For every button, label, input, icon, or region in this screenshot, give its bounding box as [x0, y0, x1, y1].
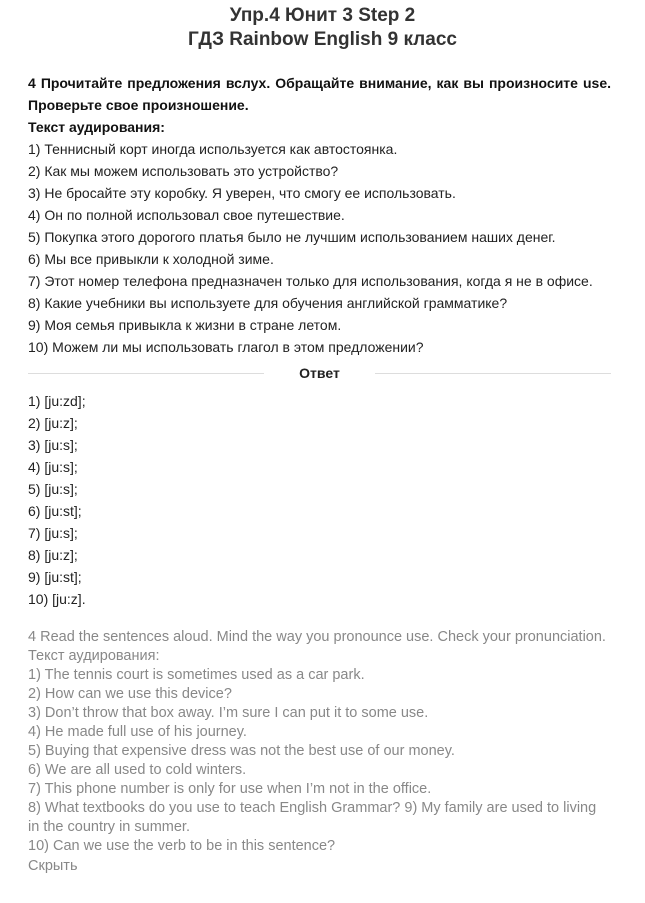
list-item: 1) Теннисный корт иногда используется как автостоянка.	[28, 141, 398, 157]
content	[28, 72, 611, 876]
list-item: 9) Моя семья привыкла к жизни в стране летом.	[28, 317, 342, 333]
list-item: 5) Buying that expensive dress was not the best use of our money.	[28, 743, 455, 759]
translation-instruction: 4 Read the sentences aloud. Mind the way you pronounce use. Check your pronunciation.	[28, 629, 606, 645]
list-item: 3) Don’t throw that box away. I’m sure I can put it to some use.	[28, 705, 429, 721]
translation-block	[28, 628, 611, 876]
list-item: 8) [ju:z];	[28, 547, 78, 563]
hide-link[interactable]: Скрыть	[28, 858, 78, 874]
translation-audio-label: Текст аудирования:	[28, 648, 160, 664]
list-item: 1) [ju:zd];	[28, 393, 86, 409]
list-item: 1) The tennis court is sometimes used as a car park.	[28, 667, 365, 683]
list-item: 5) [ju:s];	[28, 481, 78, 497]
list-item: 2) [ju:z];	[28, 415, 78, 431]
list-item: 10) [ju:z].	[28, 591, 86, 607]
russian-sentences	[28, 138, 611, 358]
list-item: 7) Этот номер телефона предназначен только для использования, когда я не в офисе.	[28, 273, 593, 289]
task-instruction: 4 Прочитайте предложения вслух. Обращайте внимание, как вы произносите use. Проверьте свое произношение.	[28, 75, 611, 113]
list-item: 10) Можем ли мы использовать глагол в этом предложении?	[28, 339, 424, 355]
list-item: 4) He made full use of his journey.	[28, 724, 247, 740]
title-line-1: Упр.4 Юнит 3 Step 2	[229, 5, 416, 26]
list-item: 4) [ju:s];	[28, 459, 78, 475]
audio-label: Текст аудирования:	[28, 119, 165, 135]
answer-separator	[28, 362, 611, 384]
title-line-2: ГДЗ Rainbow English 9 класс	[188, 29, 457, 50]
list-item: 10) Can we use the verb to be in this sentence?	[28, 838, 336, 854]
list-item: 7) This phone number is only for use when I’m not in the office.	[28, 781, 432, 797]
list-item: 2) How can we use this device?	[28, 686, 232, 702]
list-item: 3) [ju:s];	[28, 437, 78, 453]
page-title	[0, 0, 645, 52]
answer-label: Ответ	[299, 365, 340, 381]
list-item: 9) [ju:st];	[28, 569, 82, 585]
list-item: 7) [ju:s];	[28, 525, 78, 541]
list-item: 8) Какие учебники вы используете для обучения английской грамматике?	[28, 295, 508, 311]
answer-list	[28, 390, 611, 610]
list-item: 6) Мы все привыкли к холодной зиме.	[28, 251, 274, 267]
list-item: 5) Покупка этого дорогого платья было не лучшим использованием наших денег.	[28, 229, 556, 245]
list-item: 6) [ju:st];	[28, 503, 82, 519]
divider	[375, 373, 611, 374]
list-item: 3) Не бросайте эту коробку. Я уверен, что смогу ее использовать.	[28, 185, 456, 201]
list-item: 8) What textbooks do you use to teach English Grammar? 9) My family are used to living in the country in summer.	[28, 800, 597, 835]
list-item: 4) Он по полной использовал свое путешествие.	[28, 207, 345, 223]
list-item: 2) Как мы можем использовать это устройство?	[28, 163, 339, 179]
list-item: 6) We are all used to cold winters.	[28, 762, 247, 778]
